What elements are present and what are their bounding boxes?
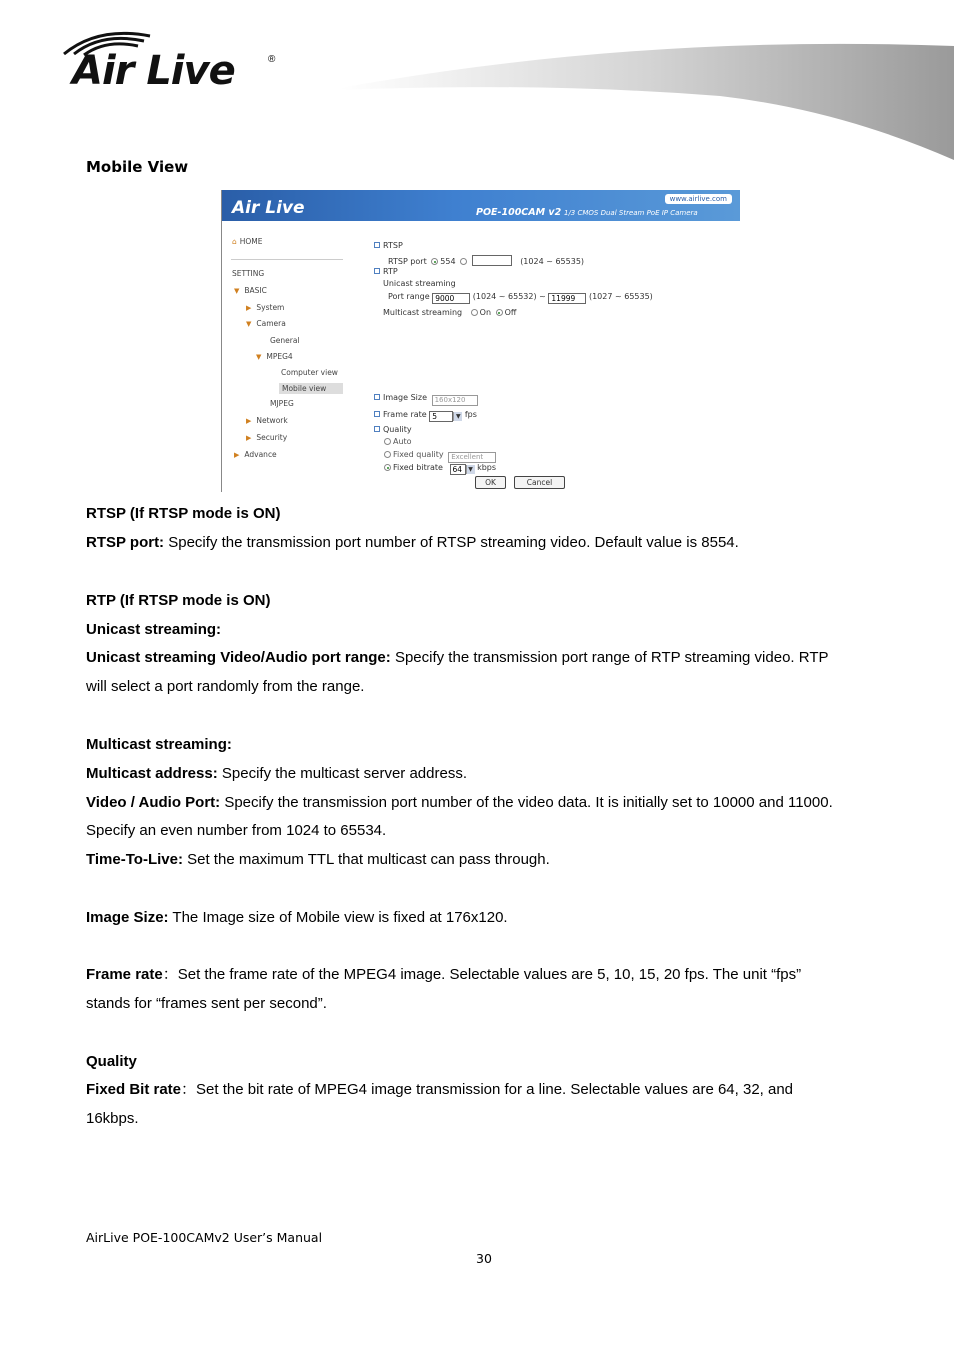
- banner-description: 1/3 CMOS Dual Stream PoE IP Camera: [564, 209, 698, 217]
- unicast-paragraph: Unicast streaming Video/Audio port range: Specify the transmission port range of RTP streaming video. RTP: [86, 649, 829, 666]
- sidebar-item-camera[interactable]: ▼ Camera: [246, 319, 286, 328]
- port-range-to-input[interactable]: 11999: [548, 293, 586, 304]
- chevron-right-icon: ▶: [234, 451, 240, 459]
- unicast-label: Unicast streaming: [383, 279, 456, 288]
- quality-checkbox-row[interactable]: Quality: [374, 425, 412, 434]
- sidebar-item-mobile-view[interactable]: Mobile view: [279, 383, 343, 394]
- multicast-off-radio[interactable]: [496, 309, 503, 316]
- image-size-checkbox[interactable]: [374, 394, 380, 400]
- unicast-paragraph-cont: will select a port randomly from the range.: [86, 678, 365, 695]
- sidebar-item-system[interactable]: ▶ System: [246, 303, 285, 312]
- fixed-bitrate-radio[interactable]: [384, 464, 391, 471]
- cancel-button[interactable]: Cancel: [514, 476, 565, 489]
- rtsp-port-input[interactable]: [472, 255, 512, 266]
- home-icon: ⌂: [232, 237, 237, 246]
- frame-rate-row: Frame rate 5 ▼ fps: [374, 410, 477, 422]
- frame-rate-paragraph-cont: stands for “frames sent per second”.: [86, 995, 327, 1012]
- image-size-row: Image Size 160x120: [374, 393, 478, 406]
- quality-auto-row: Auto: [382, 437, 412, 446]
- video-audio-port-paragraph-cont: Specify an even number from 1024 to 65534.: [86, 822, 387, 839]
- fixed-quality-radio[interactable]: [384, 451, 391, 458]
- rtsp-port-custom-radio[interactable]: [460, 258, 467, 265]
- multicast-on-radio[interactable]: [471, 309, 478, 316]
- quality-auto-radio[interactable]: [384, 438, 391, 445]
- chevron-right-icon: ▶: [246, 434, 252, 442]
- sidebar-divider: [231, 259, 343, 260]
- video-audio-port-paragraph: Video / Audio Port: Specify the transmission port number of the video data. It is initially set to 10000 and 11000.: [86, 794, 833, 811]
- sidebar-item-mpeg4[interactable]: ▼ MPEG4: [256, 352, 293, 361]
- rtsp-heading: RTSP (If RTSP mode is ON): [86, 505, 281, 522]
- camera-banner: [222, 190, 740, 221]
- rtp-heading: RTP (If RTSP mode is ON): [86, 592, 271, 609]
- chevron-down-icon[interactable]: ▼: [453, 412, 462, 421]
- multicast-row: Multicast streaming On Off: [383, 308, 517, 317]
- fixed-bit-rate-paragraph-cont: 16kbps.: [86, 1110, 139, 1127]
- sidebar-item-mjpeg[interactable]: MJPEG: [270, 399, 294, 408]
- banner-logo: Air Live: [232, 198, 305, 218]
- airlive-logo: [58, 28, 288, 92]
- logo-text: Air Live: [72, 48, 235, 94]
- footer-manual-title: AirLive POE-100CAMv2 User’s Manual: [86, 1230, 323, 1245]
- quality-heading: Quality: [86, 1053, 137, 1070]
- quality-checkbox[interactable]: [374, 426, 380, 432]
- fixed-bit-rate-paragraph: Fixed Bit rate：Set the bit rate of MPEG4 image transmission for a line. Selectable values are 64, 32, and: [86, 1081, 794, 1098]
- image-size-paragraph: Image Size: The Image size of Mobile view is fixed at 176x120.: [86, 909, 508, 926]
- chevron-down-icon: ▼: [246, 320, 252, 328]
- rtp-checkbox-row[interactable]: RTP: [374, 267, 398, 276]
- multicast-address-paragraph: Multicast address: Specify the multicast server address.: [86, 765, 467, 782]
- rtsp-port-default-radio[interactable]: [431, 258, 438, 265]
- chevron-down-icon: ▼: [234, 287, 240, 295]
- rtsp-checkbox[interactable]: [374, 242, 380, 248]
- page-number: 30: [476, 1251, 492, 1266]
- ttl-paragraph: Time-To-Live: Set the maximum TTL that multicast can pass through.: [86, 851, 550, 868]
- ok-button[interactable]: OK: [475, 476, 506, 489]
- frame-rate-paragraph: Frame rate：Set the frame rate of the MPEG4 image. Selectable values are 5, 10, 15, 20 fps. The unit “fps”: [86, 966, 802, 983]
- sidebar-item-computer-view[interactable]: Computer view: [281, 368, 338, 377]
- rtsp-port-paragraph: RTSP port: Specify the transmission port number of RTSP streaming video. Default value is 8554.: [86, 534, 739, 551]
- chevron-down-icon[interactable]: ▼: [466, 465, 475, 474]
- sidebar-item-advance[interactable]: ▶ Advance: [234, 450, 277, 459]
- camera-ui-screenshot: [221, 190, 739, 492]
- sidebar-item-basic[interactable]: ▼ BASIC: [234, 286, 267, 295]
- fixed-quality-select[interactable]: Excellent: [448, 452, 496, 463]
- header-swoosh-graphic: [340, 40, 954, 170]
- bitrate-select[interactable]: 64: [450, 464, 466, 475]
- multicast-heading: Multicast streaming:: [86, 736, 232, 753]
- rtp-checkbox[interactable]: [374, 268, 380, 274]
- sidebar-heading-setting: SETTING: [232, 269, 265, 278]
- rtsp-checkbox-row[interactable]: RTSP: [374, 241, 403, 250]
- chevron-right-icon: ▶: [246, 304, 252, 312]
- sidebar-item-security[interactable]: ▶ Security: [246, 433, 288, 442]
- fixed-bitrate-row: Fixed bitrate 64 ▼ kbps: [382, 463, 496, 475]
- frame-rate-checkbox[interactable]: [374, 411, 380, 417]
- port-range-row: Port range 9000 (1024 ~ 65532) ~ 11999 (1027 ~ 65535): [388, 292, 653, 303]
- sidebar-item-home[interactable]: ⌂ HOME: [232, 237, 263, 246]
- section-title: Mobile View: [86, 158, 189, 176]
- port-range-from-input[interactable]: 9000: [432, 293, 470, 304]
- chevron-right-icon: ▶: [246, 417, 252, 425]
- banner-url[interactable]: www.airlive.com: [665, 194, 732, 204]
- frame-rate-select[interactable]: 5: [429, 411, 453, 422]
- chevron-down-icon: ▼: [256, 353, 262, 361]
- banner-model: POE-100CAM v2: [476, 207, 562, 218]
- rtsp-port-row: RTSP port 554 (1024 ~ 65535): [388, 257, 585, 266]
- sidebar-item-network[interactable]: ▶ Network: [246, 416, 288, 425]
- sidebar-item-general[interactable]: General: [270, 336, 300, 345]
- camera-sidebar: [222, 221, 344, 492]
- unicast-heading: Unicast streaming:: [86, 621, 222, 638]
- image-size-select[interactable]: 160x120: [432, 395, 478, 406]
- logo-registered-mark: ®: [268, 54, 276, 65]
- fixed-quality-row: Fixed quality Excellent: [382, 450, 496, 463]
